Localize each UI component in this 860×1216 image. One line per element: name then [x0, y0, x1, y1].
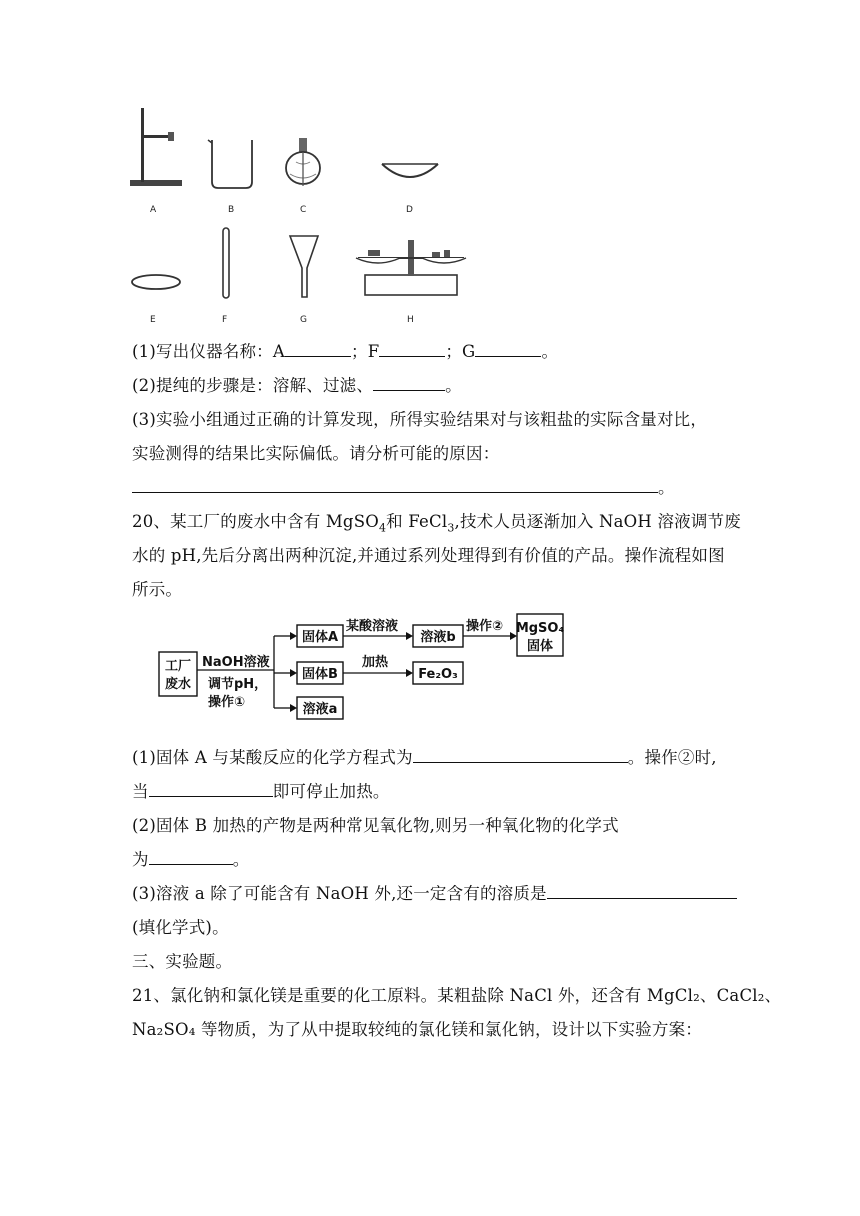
q20-line2: 水的 pH,先后分离出两种沉淀,并通过系列处理得到有价值的产品。操作流程如图: [132, 546, 725, 565]
q19-part3-line3: 。: [132, 474, 675, 498]
flow-solid-b-text: 固体B: [302, 667, 338, 682]
q20-part2-line1: (2)固体 B 加热的产物是两种常见氧化物,则另一种氧化物的化学式: [132, 816, 619, 835]
label-D: D: [406, 205, 413, 215]
alcohol-lamp-icon: [286, 138, 320, 186]
flow-reagent-text2: 调节pH，: [208, 677, 268, 692]
flow-fe2o3-text: Fe₂O₃: [418, 667, 458, 682]
q20-line3: 所示。: [132, 580, 183, 599]
answer-blank-G[interactable]: [475, 342, 541, 357]
q21-line2: Na₂SO₄ 等物质，为了从中提取较纯的氯化镁和氯化钠，设计以下实验方案：: [132, 1020, 702, 1039]
label-F: F: [222, 315, 228, 325]
glass-rod-icon: [223, 228, 229, 298]
process-flowchart: [150, 608, 590, 728]
label-H: H: [407, 315, 414, 325]
flow-start-text1: 工厂: [164, 659, 192, 674]
label-C: C: [300, 205, 307, 215]
beaker-icon: [208, 140, 252, 188]
q19-part3-line1: (3)实验小组通过正确的计算发现，所得实验结果对与该粗盐的实际含量对比，: [132, 410, 708, 429]
flow-solid-a-text: 固体A: [301, 630, 339, 645]
q19-part1: (1)写出仪器名称：A ；F ；G 。: [132, 342, 559, 361]
balance-icon: [356, 240, 466, 295]
q20-part3-line2: (填化学式)。: [132, 918, 229, 937]
label-E: E: [150, 315, 156, 325]
q20-part3-line1: (3)溶液 a 除了可能含有 NaOH 外,还一定含有的溶质是: [132, 880, 737, 904]
answer-blank-step[interactable]: [373, 376, 445, 391]
flow-acid-text: 某酸溶液: [346, 619, 399, 634]
label-B: B: [228, 205, 235, 215]
label-G: G: [300, 315, 307, 325]
q21-line1: 21、氯化钠和氯化镁是重要的化工原料。某粗盐除 NaCl 外，还含有 MgCl₂、CaCl₂、: [132, 986, 782, 1005]
q20-line1: 20、某工厂的废水中含有 MgSO$_4$和 FeCl$_3$,技术人员逐渐加入 NaOH 溶液调节废: [132, 512, 741, 535]
flow-op2-text: 操作②: [466, 619, 504, 634]
flow-solution-a-text: 溶液a: [302, 702, 338, 717]
apparatus-figure: [120, 100, 480, 330]
flow-reagent-text3: 操作①: [208, 695, 246, 710]
section-title-experiment: 三、实验题。: [132, 952, 233, 971]
evaporating-dish-icon: [382, 164, 438, 177]
answer-blank-stop-heating[interactable]: [149, 782, 273, 797]
q20-part1-line2: 当 即可停止加热。: [132, 782, 390, 801]
flow-solution-b-text: 溶液b: [420, 630, 456, 645]
watch-glass-icon: [132, 275, 180, 289]
answer-blank-F[interactable]: [379, 342, 445, 357]
iron-stand-icon: [130, 108, 182, 186]
q20-part2-line2: 为 。: [132, 850, 250, 869]
flow-start-text2: 废水: [164, 677, 192, 692]
answer-blank-A[interactable]: [285, 342, 351, 357]
answer-blank-solute[interactable]: [547, 884, 737, 899]
funnel-icon: [290, 236, 318, 297]
answer-blank-oxide[interactable]: [149, 850, 233, 865]
flow-reagent-text1: NaOH溶液: [202, 655, 270, 670]
flow-mgso4-text2: 固体: [526, 639, 554, 654]
q19-part3-line2: 实验测得的结果比实际偏低。请分析可能的原因：: [132, 444, 500, 463]
answer-blank-equation[interactable]: [413, 748, 628, 763]
q20-part1-line1: (1)固体 A 与某酸反应的化学方程式为 。操作②时,: [132, 748, 717, 767]
label-A: A: [150, 205, 157, 215]
q19-part2: (2)提纯的步骤是：溶解、过滤、 。: [132, 376, 462, 395]
answer-blank-reason[interactable]: [132, 478, 658, 493]
flow-mgso4-text1: MgSO₄: [515, 621, 565, 636]
flow-heat-text: 加热: [362, 655, 389, 670]
